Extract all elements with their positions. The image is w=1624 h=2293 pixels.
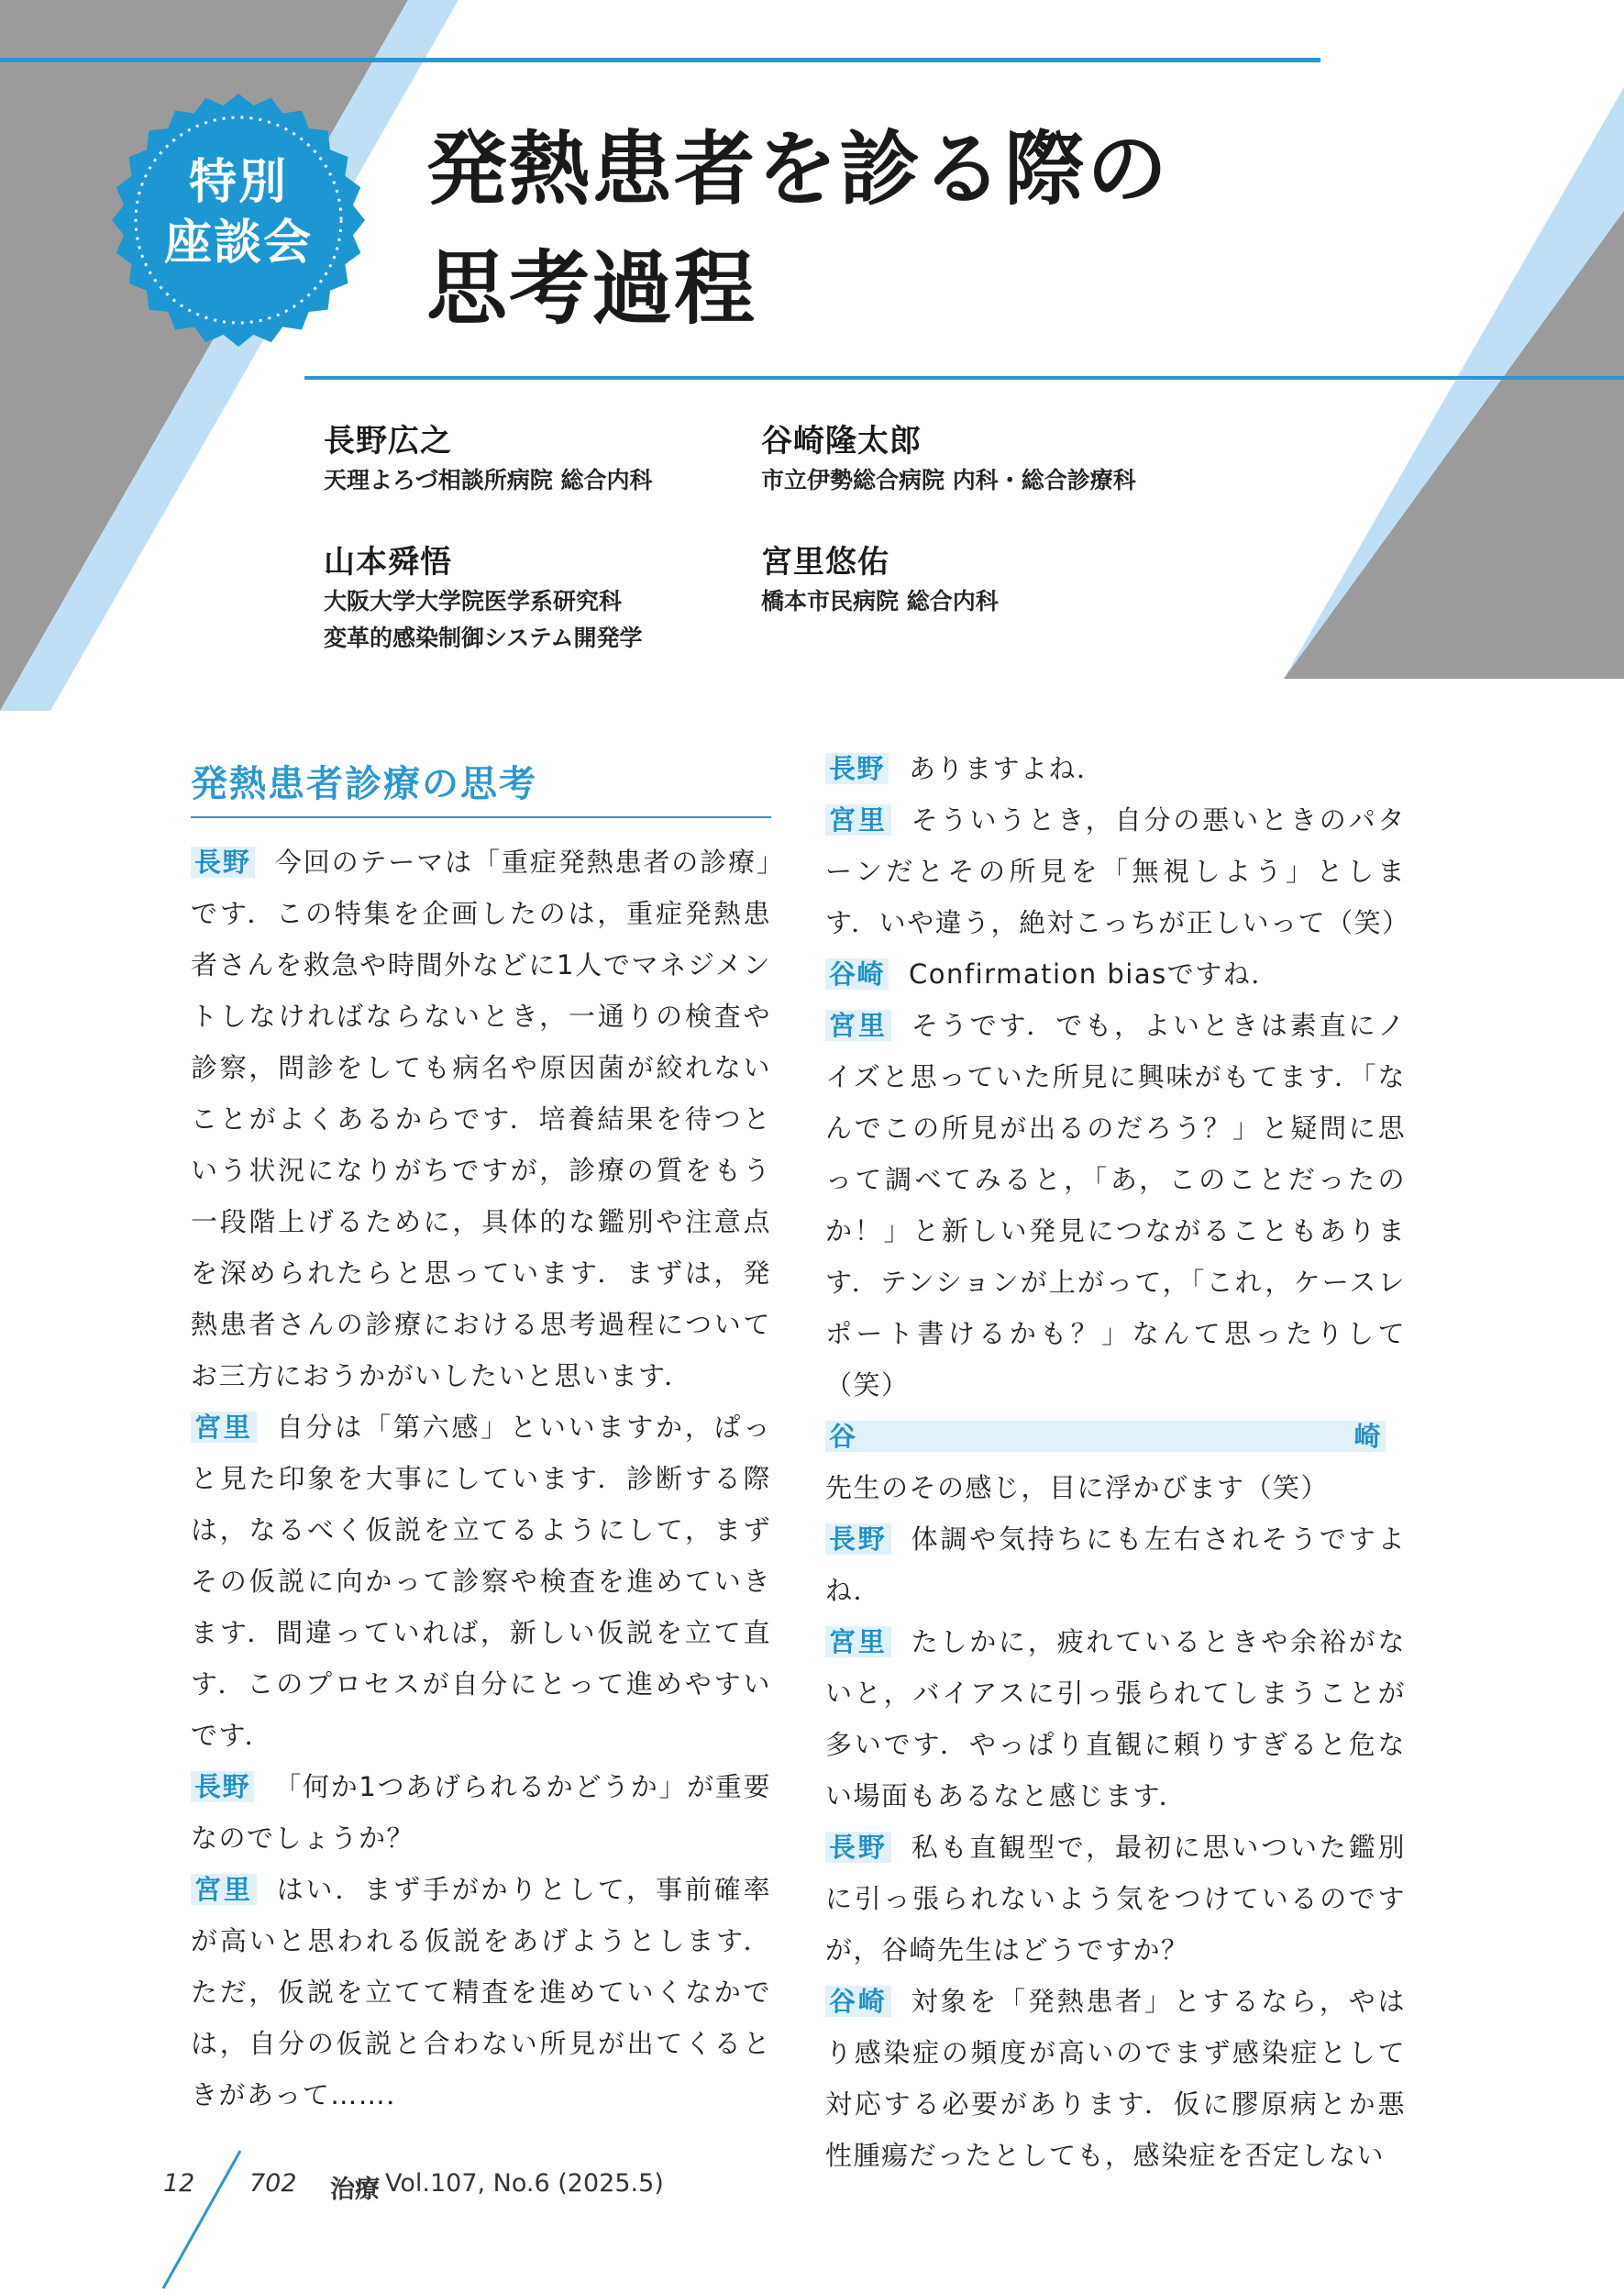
dialogue-text: そうです．でも，よいときは素直にノイズと思っていた所見に興味がもてます．「なんでこの所見が出るのだろう？」と疑問に思って調べてみると，「あ，このことだったのか！」と新しい発見につながることもあります．テンションが上がって，「これ，ケースレポート書けるかも？」なんて思ったりして（笑） — [825, 1010, 1406, 1401]
author-nagano — [324, 420, 652, 499]
speaker-label: 長野 — [825, 1523, 891, 1555]
dialogue-text: そういうとき，自分の悪いときのパターンだとその所見を「無視しよう」とします．いや違う，絶対こっちが正しいって（笑） — [825, 804, 1410, 938]
dialogue-paragraph — [825, 1822, 1406, 1976]
badge-line-2: 座談会 — [163, 216, 313, 271]
footer-slash — [156, 2146, 248, 2293]
dialogue-paragraph — [191, 836, 771, 1401]
section-rule — [191, 816, 771, 818]
journal-name: 治療 — [330, 2176, 380, 2204]
author-miyasato — [761, 541, 999, 620]
author-tanizaki — [761, 420, 1136, 499]
speaker-label: 谷崎 — [825, 958, 889, 990]
author-affiliation: 大阪大学大学院医学系研究科 — [324, 588, 623, 615]
dialogue-text: 今回のテーマは「重症発熱患者の診療」です．この特集を企画したのは，重症発熱患者さんを救急や時間外などに1人でマネジメントしなければならないとき，一通りの検査や診察，問診をしても病名や原因菌が絞れないことがよくあるからです．培養結果を待つという状況になりがちですが，診療の質をもう一段階上げるために，具体的な鑑別や注意点を深められたらと思っています．まずは，発熱患者さんの診療における思考過程についてお三方におうかがいしたいと思います． — [191, 847, 771, 1391]
right-column — [825, 743, 1410, 2181]
speaker-label: 谷崎 — [825, 1986, 891, 2017]
special-roundtable-badge — [110, 92, 367, 349]
top-rule — [0, 58, 1320, 62]
article-title — [426, 110, 1169, 349]
speaker-label: 宮里 — [825, 804, 891, 836]
dialogue-paragraph — [825, 1616, 1406, 1822]
page-total-number: 702 — [249, 2169, 297, 2198]
dialogue-text: はい．まず手がかりとして，事前確率が高いと思われる仮説をあげようとします．ただ，仮説を立てて精査を進めていくなかでは，自分の仮説と合わない所見が出てくるときがあって……． — [191, 1874, 771, 2110]
title-line-2: 思考過程 — [426, 241, 757, 336]
dialogue-text: 私も直観型で，最初に思いついた鑑別に引っ張られないよう気をつけているのですが，谷崎先生はどうですか？ — [825, 1832, 1406, 1966]
page-number: 12 — [163, 2169, 195, 2198]
speaker-label: 宮里 — [191, 1874, 257, 1905]
dialogue-text: 自分は「第六感」といいますか，ぱっと見た印象を大事にしています．診断する際は，なるべく仮説を立てるようにして，まずその仮説に向かって診察や検査を進めていきます．間違っていれば，新しい仮説を立て直す．このプロセスが自分にとって進めやすいです． — [191, 1412, 771, 1751]
author-affiliation: 天理よろづ相談所病院 総合内科 — [324, 467, 653, 493]
header-rule — [304, 376, 1624, 380]
dialogue-text: 「何か1つあげられるかどうか」が重要なのでしょうか？ — [191, 1771, 771, 1854]
badge-line-1: 特別 — [188, 155, 288, 210]
dialogue-text: たしかに，疲れているときや余裕がないと，バイアスに引っ張られてしまうことが多いです．やっぱり直観に頼りすぎると危ない場面もあるなと感じます． — [825, 1626, 1406, 1811]
title-line-1: 発熱患者を診る際の — [426, 122, 1170, 216]
dialogue-paragraph — [191, 1761, 771, 1864]
dialogue-paragraph — [191, 1864, 771, 2121]
section-title: 発熱患者診療の思考 — [191, 763, 537, 805]
dialogue-paragraph — [825, 1976, 1406, 2181]
dialogue-paragraph — [825, 1513, 1406, 1616]
left-column — [191, 836, 771, 2121]
dialogue-text: Confirmation biasですね． — [909, 958, 1279, 990]
dialogue-paragraph — [825, 948, 1406, 1000]
speaker-label: 宮里 — [825, 1010, 891, 1041]
dialogue-paragraph — [825, 743, 1406, 794]
journal-volume: Vol.107, No.6 (2025.5) — [385, 2169, 664, 2198]
speaker-label: 長野 — [191, 1771, 254, 1802]
speaker-label: 宮里 — [825, 1626, 891, 1657]
dialogue-paragraph — [825, 1411, 1406, 1513]
author-yamamoto — [324, 541, 643, 657]
author-affiliation-2: 変革的感染制御システム開発学 — [324, 625, 643, 651]
dialogue-text: 先生のその感じ，目に浮かびます（笑） — [825, 1472, 1330, 1503]
author-name: 長野広之 — [324, 423, 452, 460]
speaker-label: 長野 — [191, 847, 255, 878]
dialogue-paragraph — [825, 1000, 1406, 1411]
dialogue-text: 対象を「発熱患者」とするなら，やはり感染症の頻度が高いのでまず感染症として対応する必要があります．仮に膠原病とか悪性腫瘍だったとしても，感染症を否定しない — [825, 1986, 1406, 2171]
dialogue-text: ありますよね． — [909, 753, 1105, 784]
author-name: 谷崎隆太郎 — [761, 423, 922, 460]
dialogue-paragraph — [825, 794, 1410, 948]
author-name: 宮里悠佑 — [761, 544, 889, 581]
speaker-label: 長野 — [825, 1832, 891, 1863]
speaker-label: 長野 — [825, 753, 889, 784]
author-name: 山本舜悟 — [324, 544, 452, 581]
speaker-label: 谷崎 — [825, 1421, 1386, 1452]
author-affiliation: 橋本市民病院 総合内科 — [761, 588, 999, 615]
dialogue-paragraph — [191, 1401, 771, 1761]
dialogue-text: 体調や気持ちにも左右されそうですよね． — [825, 1523, 1406, 1606]
author-affiliation: 市立伊勢総合病院 内科・総合診療科 — [761, 467, 1136, 493]
speaker-label: 宮里 — [191, 1412, 257, 1443]
